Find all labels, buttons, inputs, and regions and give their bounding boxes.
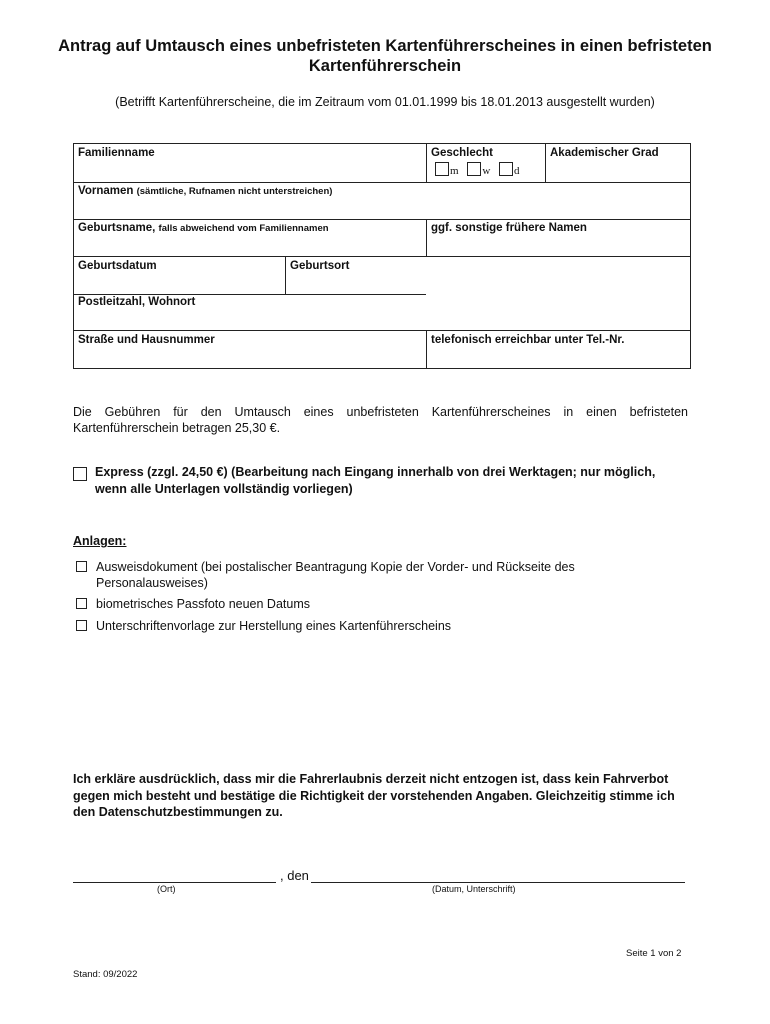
vornamen-label: Vornamen xyxy=(78,185,134,197)
declaration-text: Ich erkläre ausdrücklich, dass mir die Fahrerlaubnis derzeit nicht entzogen ist, dass kein Fahrverbot gegen mich besteht und bestätige die Richtigkeit der vorstehenden Angaben. Gleichzeitig stimme ich den Datenschutzbestimmungen zu. xyxy=(73,772,675,819)
familienname-field[interactable] xyxy=(78,147,155,159)
strasse-label: Straße und Hausnummer xyxy=(78,334,215,346)
page-title: Antrag auf Umtausch eines unbefristeten Kartenführerscheines in einen befristeten Kartenführerschein xyxy=(58,37,712,75)
geburtsort-label: Geburtsort xyxy=(290,260,350,272)
attachment-item-unterschrift: Unterschriftenvorlage zur Herstellung eines Kartenführerscheins xyxy=(96,619,452,633)
attachment-checkbox-passfoto[interactable] xyxy=(76,598,87,609)
gender-options xyxy=(435,162,520,177)
akademischer-grad-field[interactable] xyxy=(550,147,659,159)
page-subtitle: (Betrifft Kartenführerscheine, die im Zeitraum vom 01.01.1999 bis 18.01.2013 ausgestellt wurden) xyxy=(115,95,655,109)
attachment-checkbox-ausweis[interactable] xyxy=(76,561,87,572)
fruehere-namen-field[interactable] xyxy=(431,222,587,234)
geschlecht-label: Geschlecht xyxy=(431,147,493,159)
geburtsname-note: falls abweichend vom Familiennamen xyxy=(158,223,329,234)
den-label: , den xyxy=(280,868,309,883)
fruehere-namen-label: ggf. sonstige frühere Namen xyxy=(431,222,587,234)
akademischer-grad-label: Akademischer Grad xyxy=(550,147,659,159)
express-text: Express (zzgl. 24,50 €) (Bearbeitung nach Eingang innerhalb von drei Werktagen; nur möglich, wenn alle Unterlagen vollständig vorliegen) xyxy=(95,465,656,496)
gender-m-label: m xyxy=(450,165,459,177)
gender-d-checkbox[interactable] xyxy=(499,162,513,176)
telefon-field[interactable] xyxy=(431,334,624,346)
ort-caption: (Ort) xyxy=(157,884,176,894)
plz-wohnort-label: Postleitzahl, Wohnort xyxy=(78,296,196,308)
datum-unterschrift-line[interactable] xyxy=(311,882,685,883)
vornamen-field[interactable] xyxy=(78,185,332,197)
gender-d-label: d xyxy=(514,165,520,177)
geburtsname-field[interactable] xyxy=(78,222,329,234)
telefon-label: telefonisch erreichbar unter Tel.-Nr. xyxy=(431,334,625,346)
attachment-checkbox-unterschrift[interactable] xyxy=(76,620,87,631)
gender-m-checkbox[interactable] xyxy=(435,162,449,176)
page-number: Seite 1 von 2 xyxy=(626,948,682,959)
attachment-item-ausweis: Ausweisdokument (bei postalischer Beantragung Kopie der Vorder- und Rückseite des Personalausweises) xyxy=(96,560,575,590)
gender-w-checkbox[interactable] xyxy=(467,162,481,176)
geburtsdatum-label: Geburtsdatum xyxy=(78,260,157,272)
ort-line[interactable] xyxy=(73,882,276,883)
geburtsname-label: Geburtsname, xyxy=(78,222,156,234)
datum-caption: (Datum, Unterschrift) xyxy=(432,884,516,894)
strasse-field[interactable] xyxy=(78,334,215,346)
anlagen-title: Anlagen: xyxy=(73,534,127,548)
gender-w-label: w xyxy=(482,165,491,177)
vornamen-note: (sämtliche, Rufnamen nicht unterstreichen) xyxy=(136,186,333,197)
attachment-item-passfoto: biometrisches Passfoto neuen Datums xyxy=(96,597,310,611)
stand-text: Stand: 09/2022 xyxy=(73,969,138,980)
geburtsdatum-field[interactable] xyxy=(78,260,157,272)
geburtsort-field[interactable] xyxy=(290,260,349,272)
personal-data-form xyxy=(73,143,691,369)
plz-wohnort-field[interactable] xyxy=(78,296,195,308)
familienname-label: Familienname xyxy=(78,147,155,159)
fee-text: Die Gebühren für den Umtausch eines unbefristeten Kartenführerscheines in einen befristeten Kartenführerschein betragen 25,30 €. xyxy=(73,405,688,435)
